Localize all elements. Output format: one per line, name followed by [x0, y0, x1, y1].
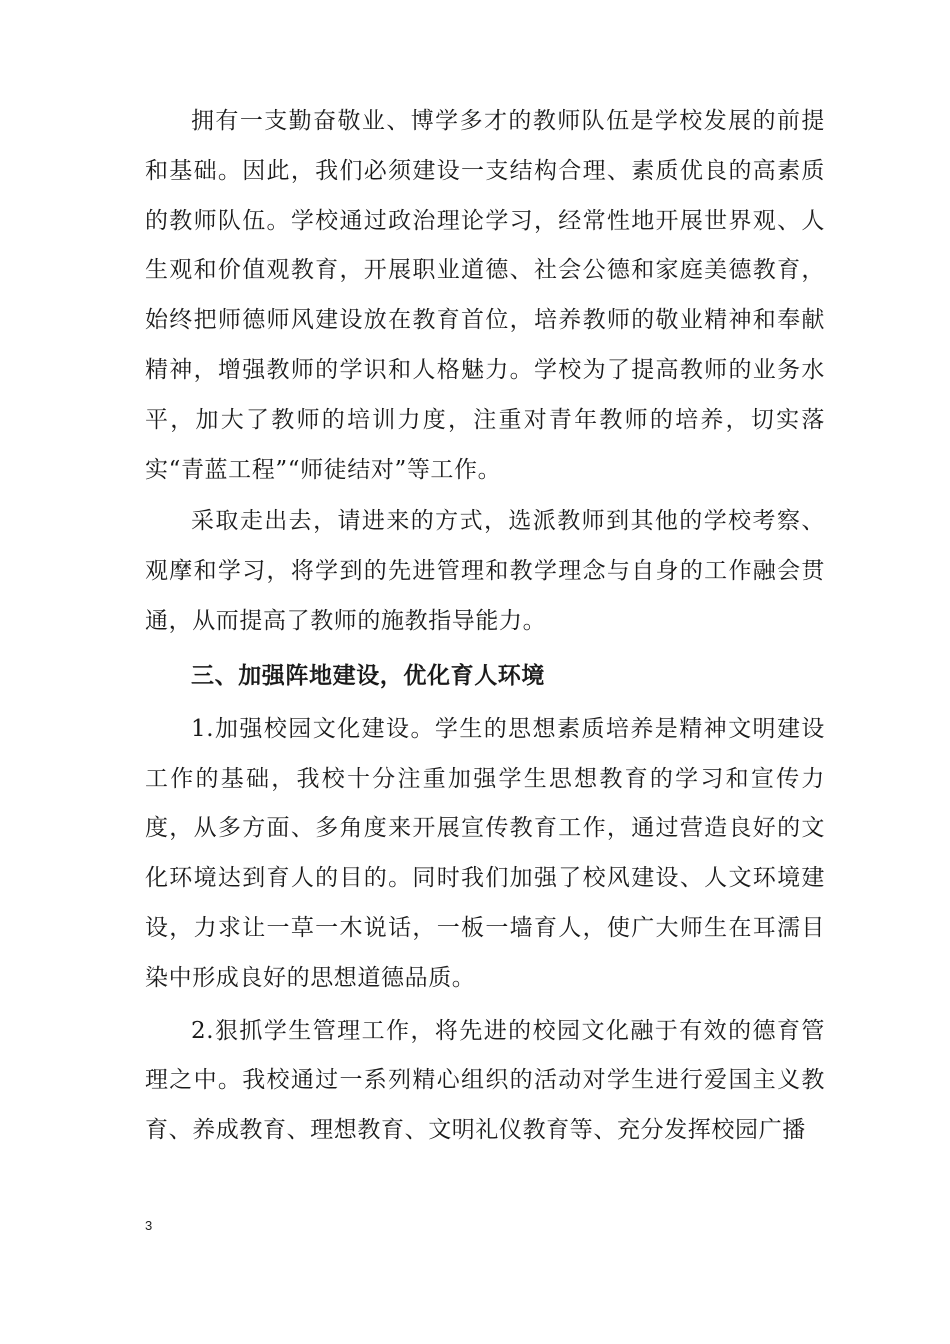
section-heading: 三、加强阵地建设，优化育人环境: [191, 661, 545, 689]
document-body: [145, 97, 825, 1156]
paragraph-training-visits: 采取走出去，请进来的方式，选派教师到其他的学校考察、观摩和学习，将学到的先进管理和教学理念与自身的工作融会贯通，从而提高了教师的施教指导能力。: [145, 508, 825, 634]
paragraph-student-management: 2.狠抓学生管理工作，将先进的校园文化融于有效的德育管理之中。我校通过一系列精心组织的活动对学生进行爱国主义教育、养成教育、理想教育、文明礼仪教育等、充分发挥校园广播: [145, 1017, 825, 1144]
page-number: 3: [145, 1218, 153, 1233]
paragraph-campus-culture: 1.加强校园文化建设。学生的思想素质培养是精神文明建设工作的基础，我校十分注重加强学生思想教育的学习和宣传力度，从多方面、多角度来开展宣传教育工作，通过营造良好的文化环境达到育人的目的。同时我们加强了校风建设、人文环境建设，力求让一草一木说话，一板一墙育人，使广大师生在耳濡目染中形成良好的思想道德品质。: [145, 715, 825, 991]
paragraph-teacher-team: 拥有一支勤奋敬业、博学多才的教师队伍是学校发展的前提和基础。因此，我们必须建设一支结构合理、素质优良的高素质的教师队伍。学校通过政治理论学习，经常性地开展世界观、人生观和价值观教育，开展职业道德、社会公德和家庭美德教育，始终把师德师风建设放在教育首位，培养教师的敬业精神和奉献精神，增强教师的学识和人格魅力。学校为了提高教师的业务水平，加大了教师的培训力度，注重对青年教师的培养，切实落实“青蓝工程”“师徒结对”等工作。: [145, 108, 825, 483]
